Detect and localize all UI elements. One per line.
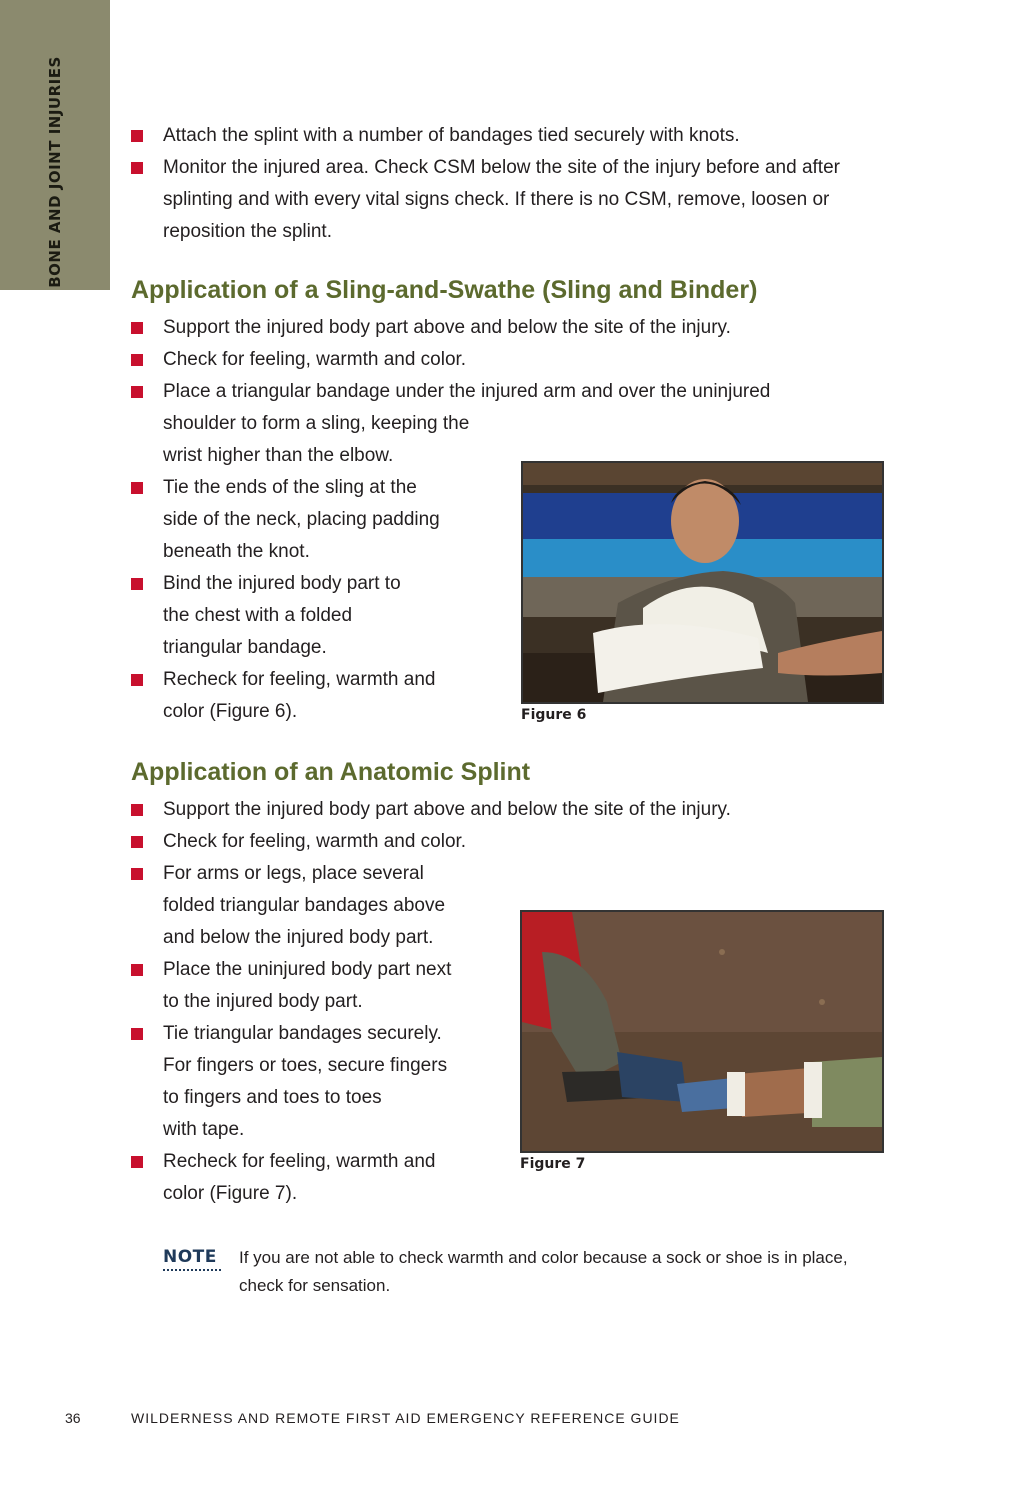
section-heading-anatomic-splint: Application of an Anatomic Splint (131, 758, 531, 786)
list-item-text: wrist higher than the elbow. (163, 445, 394, 466)
list-item: Monitor the injured area. Check CSM below the site of the injury before and after splinting and with every vital signs check. If there is no CSM, remove, loosen or reposition the splint. (131, 152, 871, 248)
list-item-text: Tie the ends of the sling at the (163, 477, 417, 498)
list-item: Support the injured body part above and below the site of the injury. (131, 794, 871, 826)
note-label-underline (163, 1269, 221, 1271)
list-item-text: with tape. (163, 1119, 245, 1140)
note-text: If you are not able to check warmth and color because a sock or shoe is in place, check for sensation. (239, 1248, 848, 1295)
list-item-text: Bind the injured body part to (163, 573, 401, 594)
list-item-text: Place the uninjured body part next (163, 959, 452, 980)
list-item-text: side of the neck, placing padding (163, 509, 440, 530)
list-item-text: color (Figure 7). (163, 1183, 298, 1204)
list-item: Support the injured body part above and below the site of the injury. (131, 312, 871, 344)
page-number: 36 (65, 1410, 81, 1426)
list-item-text: Recheck for feeling, warmth and (163, 1151, 436, 1172)
intro-bullet-list (131, 120, 871, 248)
list-item-text: For arms or legs, place several (163, 863, 424, 884)
figure-6-caption: Figure 6 (521, 707, 587, 723)
list-item: Check for feeling, warmth and color. (131, 826, 871, 858)
list-item-text: and below the injured body part. (163, 927, 434, 948)
list-item-text: to fingers and toes to toes (163, 1087, 382, 1108)
list-item-text: For fingers or toes, secure fingers (163, 1055, 448, 1076)
list-item-text: color (Figure 6). (163, 701, 298, 722)
list-item: Attach the splint with a number of bandages tied securely with knots. (131, 120, 871, 152)
list-item (131, 376, 871, 472)
running-title: WILDERNESS AND REMOTE FIRST AID EMERGENCY REFERENCE GUIDE (131, 1410, 680, 1426)
figure-7-caption: Figure 7 (520, 1156, 586, 1172)
figure-7-photo (520, 910, 884, 1153)
list-item-text: beneath the knot. (163, 541, 310, 562)
list-item-text: Recheck for feeling, warmth and (163, 669, 436, 690)
list-item-text: folded triangular bandages above (163, 895, 446, 916)
list-item-text: to the injured body part. (163, 991, 363, 1012)
list-item-text: Tie triangular bandages securely. (163, 1023, 442, 1044)
note-label: NOTE (163, 1247, 217, 1267)
side-tab (0, 0, 110, 290)
list-item-text: the chest with a folded (163, 605, 353, 626)
figure-6-photo (521, 461, 884, 704)
list-item-text: triangular bandage. (163, 637, 327, 658)
side-tab-label: BONE AND JOINT INJURIES (46, 56, 64, 288)
list-item (131, 1146, 871, 1210)
section-heading-sling: Application of a Sling-and-Swathe (Sling and Binder) (131, 276, 758, 304)
list-item-text: shoulder to form a sling, keeping the (163, 413, 470, 434)
list-item-text: Place a triangular bandage under the injured arm and over the uninjured (163, 381, 771, 402)
list-item: Check for feeling, warmth and color. (131, 344, 871, 376)
